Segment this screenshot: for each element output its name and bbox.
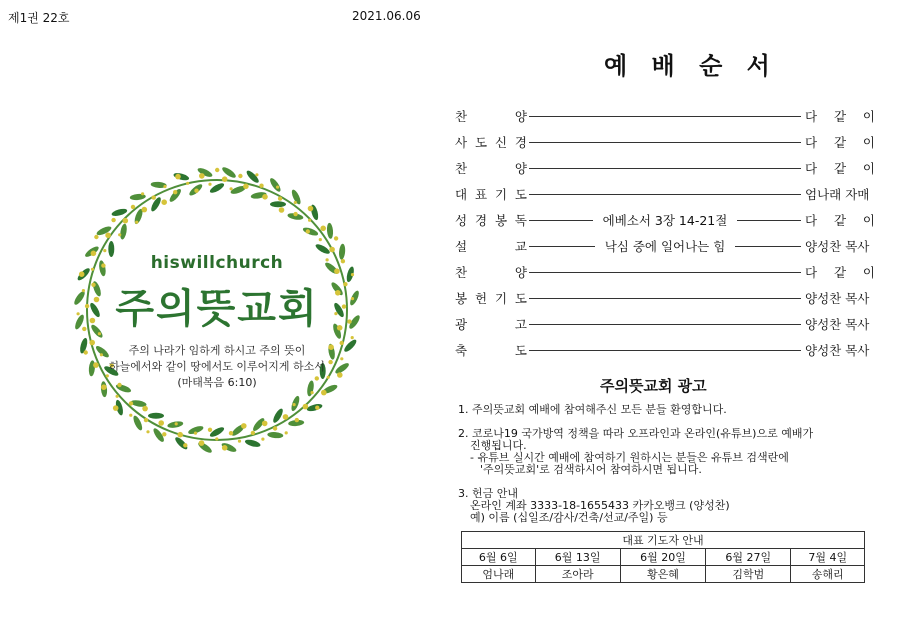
prayer-schedule-table: [461, 531, 865, 583]
wreath-flower: [158, 420, 164, 426]
wreath-leaf: [326, 223, 333, 239]
order-leader-part: 같: [833, 109, 847, 124]
wreath-flower: [241, 423, 247, 429]
order-item-label: [455, 237, 527, 255]
wreath-flower: [183, 443, 187, 447]
wreath-flower: [285, 431, 288, 434]
wreath-flower: [329, 247, 335, 253]
order-item-detail: 에베소서 3장 14-21절: [602, 213, 728, 228]
scripture-verse: [62, 343, 372, 391]
order-item-leader: [803, 315, 875, 333]
order-item: [455, 155, 875, 181]
order-label-char: 독: [514, 213, 527, 228]
wreath-flower: [177, 432, 183, 438]
wreath-flower: [94, 235, 98, 239]
order-item-label: [455, 159, 527, 177]
wreath-flower: [141, 192, 144, 195]
order-item-label: [455, 107, 527, 125]
wreath-flower: [238, 174, 242, 178]
order-label-char: 도: [514, 343, 527, 358]
order-leader-part: 다: [805, 161, 818, 176]
announcement-item: 1. 주의뜻교회 예배에 참여해주신 모든 분들 환영합니다.: [458, 403, 727, 416]
order-label-char: 고: [514, 317, 527, 332]
prayer-name: 조아라: [535, 566, 620, 583]
wreath-flower: [255, 173, 258, 176]
announcement-item: '주의뜻교회'로 검색하시어 참여하시면 됩니다.: [480, 463, 702, 476]
wreath-flower: [111, 218, 115, 222]
leader-line: [529, 194, 801, 195]
leader-line: [529, 142, 801, 143]
order-leader-part: 이: [862, 109, 875, 124]
order-label-char: 경: [474, 213, 488, 228]
wreath-flower: [199, 173, 205, 179]
wreath-flower: [123, 218, 129, 224]
wreath-flower: [320, 226, 326, 232]
wreath-flower: [259, 184, 263, 188]
wreath-flower: [161, 199, 167, 205]
wreath-leaf: [267, 431, 283, 438]
wreath-flower: [173, 190, 177, 194]
order-leader-part: 양성찬 목사: [805, 239, 870, 254]
order-label-char: 찬: [455, 109, 468, 124]
order-label-char: 도: [474, 135, 488, 150]
order-label-char: 광: [455, 317, 468, 332]
order-item: [455, 181, 875, 207]
wreath-leaf: [119, 223, 128, 240]
wreath-flower: [113, 405, 119, 411]
wreath-flower: [175, 174, 181, 180]
wreath-flower: [118, 233, 121, 236]
wreath-flower: [222, 176, 228, 182]
wreath-flower: [103, 249, 106, 252]
order-leader-part: 다: [805, 135, 818, 150]
order-item: [455, 285, 875, 311]
wreath-flower: [146, 430, 149, 433]
wreath-flower: [251, 431, 255, 435]
wreath-flower: [142, 207, 148, 213]
wreath-flower: [142, 406, 148, 412]
order-label-char: 대: [455, 187, 468, 202]
order-label-char: 교: [514, 239, 527, 254]
order-item-label: [455, 315, 527, 333]
wreath-flower: [199, 440, 205, 446]
order-label-char: 사: [455, 135, 468, 150]
order-item-label: [455, 133, 527, 151]
prayer-name: 김학범: [706, 566, 791, 583]
order-title: 예 배 순 서: [604, 52, 778, 80]
order-leader-part: 이: [862, 161, 875, 176]
order-item-label: [455, 185, 527, 203]
announcement-item: 온라인 계좌 3333-18-1655433 카카오뱅크 (양성찬): [470, 499, 730, 512]
prayer-dates-row: [462, 549, 865, 566]
order-item-detail: 낙심 중에 일어나는 힘: [604, 239, 726, 254]
wreath-flower: [311, 391, 314, 394]
order-label-char: 성: [455, 213, 468, 228]
verse-line: 하늘에서와 같이 땅에서도 이루어지게 하소서: [109, 360, 325, 373]
prayer-name: 엄나래: [462, 566, 536, 583]
order-item-leader: [803, 211, 875, 229]
wreath-flower: [144, 418, 148, 422]
order-label-char: 축: [455, 343, 468, 358]
wreath-flower: [293, 403, 296, 406]
wreath-flower: [315, 406, 319, 410]
order-item: [455, 103, 875, 129]
wreath-flower: [243, 184, 249, 190]
cover-wreath-section: [62, 150, 372, 470]
prayer-name: 송해리: [791, 566, 865, 583]
wreath-flower: [229, 431, 233, 435]
wreath-flower: [186, 182, 189, 185]
wreath-flower: [273, 426, 277, 430]
wreath-leaf: [209, 425, 226, 438]
wreath-flower: [279, 207, 285, 213]
wreath-flower: [276, 186, 279, 189]
leader-line: [529, 298, 801, 299]
verse-line: 주의 나라가 임하게 하시고 주의 뜻이: [128, 344, 306, 357]
leader-line: [529, 168, 801, 169]
wreath-flower: [208, 183, 211, 186]
order-item-leader: [803, 263, 875, 281]
order-label-char: 양: [514, 161, 527, 176]
order-item: [455, 129, 875, 155]
wreath-flower: [116, 395, 119, 398]
wreath-flower: [295, 418, 299, 422]
wreath-flower: [230, 187, 233, 190]
order-label-char: 봉: [455, 291, 468, 306]
brand-english: hiswillchurch: [150, 253, 284, 273]
order-leader-part: 같: [833, 161, 847, 176]
order-leader-part: 다: [805, 265, 818, 280]
order-leader-part: 엄나래 자매: [805, 187, 870, 202]
wreath-flower: [194, 189, 198, 193]
wreath-flower: [135, 221, 138, 224]
wreath-flower: [319, 238, 322, 241]
wreath-flower: [129, 414, 132, 417]
wreath-leaf: [244, 438, 261, 448]
order-label-char: 양: [514, 109, 527, 124]
leader-line: [529, 350, 801, 351]
order-label-char: 기: [494, 291, 508, 306]
volume-number: 제1권 22호: [8, 11, 70, 25]
order-item-leader: [803, 107, 875, 125]
order-label-char: 표: [474, 187, 488, 202]
announcement-item: - 유튜브 실시간 예배에 참여하기 원하시는 분들은 유튜브 검색란에: [470, 451, 789, 464]
order-item-leader: [803, 289, 875, 307]
order-leader-part: 양성찬 목사: [805, 317, 870, 332]
brand-korean: 주의뜻교회: [115, 286, 319, 332]
order-item: [455, 311, 875, 337]
wreath-flower: [162, 432, 166, 436]
order-item: [455, 259, 875, 285]
verse-reference: (마태복음 6:10): [177, 376, 257, 389]
wreath-flower: [131, 205, 135, 209]
wreath-flower: [163, 185, 166, 188]
wreath-leaf: [245, 169, 261, 185]
bulletin-date: 2021.06.06: [352, 9, 421, 23]
order-leader-part: 다: [805, 213, 818, 228]
prayer-date: 6월 20일: [620, 549, 705, 566]
order-leader-part: 이: [862, 265, 875, 280]
wreath-flower: [283, 414, 289, 420]
wreath-flower: [308, 206, 314, 212]
order-leader-part: 양성찬 목사: [805, 343, 870, 358]
wreath-flower: [262, 194, 268, 200]
order-label-char: 기: [494, 187, 508, 202]
prayer-date: 6월 6일: [462, 549, 536, 566]
order-item: [455, 233, 875, 259]
wreath-flower: [105, 233, 111, 239]
wreath-leaf: [196, 166, 213, 178]
leader-line: [529, 116, 801, 117]
leader-line: [737, 220, 801, 221]
prayer-date: 7월 4일: [791, 549, 865, 566]
wreath-leaf: [174, 436, 190, 452]
wreath-flower: [334, 236, 338, 240]
wreath-flower: [152, 195, 156, 199]
order-label-char: 도: [514, 187, 527, 202]
announcement-title: 주의뜻교회 광고: [600, 377, 707, 395]
order-item-leader: [803, 237, 875, 255]
order-label-char: 찬: [455, 161, 468, 176]
wreath-flower: [278, 196, 282, 200]
wreath-flower: [303, 404, 309, 410]
wreath-flower: [208, 428, 212, 432]
order-label-char: 신: [494, 135, 508, 150]
order-item: [455, 337, 875, 363]
order-leader-part: 양성찬 목사: [805, 291, 870, 306]
wreath-leaf: [111, 207, 128, 217]
wreath-flower: [215, 168, 219, 172]
wreath-flower: [215, 437, 218, 440]
order-item: [455, 207, 875, 233]
order-leader-part: 같: [833, 213, 847, 228]
leader-line: [529, 272, 801, 273]
wreath-flower: [129, 401, 133, 405]
order-label-char: 찬: [455, 265, 468, 280]
wreath-leaf: [270, 201, 286, 207]
order-item-label: [455, 341, 527, 359]
order-label-char: 경: [514, 135, 527, 150]
wreath-flower: [351, 336, 354, 339]
wreath-flower: [175, 422, 178, 425]
leader-line: [529, 324, 801, 325]
wreath-flower: [194, 432, 197, 435]
wreath-leaf: [306, 403, 323, 413]
prayer-name: 황은혜: [620, 566, 705, 583]
order-item-leader: [803, 133, 875, 151]
order-leader-part: 이: [862, 135, 875, 150]
order-label-char: 설: [455, 239, 468, 254]
prayer-date: 6월 13일: [535, 549, 620, 566]
wreath-leaf: [148, 413, 164, 419]
announcement-list: [458, 404, 878, 524]
order-leader-part: 같: [833, 265, 847, 280]
leader-line: [529, 220, 593, 221]
order-leader-part: 같: [833, 135, 847, 150]
order-item-label: [455, 211, 527, 229]
prayer-date: 6월 27일: [706, 549, 791, 566]
wreath-flower: [293, 212, 297, 216]
order-label-char: 봉: [494, 213, 508, 228]
wreath-flower: [261, 438, 264, 441]
leader-line: [735, 246, 801, 247]
announcement-item: 2. 코로나19 국가방역 정책을 따라 오프라인과 온라인(유튜브)으로 예배가: [458, 427, 814, 440]
order-item-leader: [803, 341, 875, 359]
leader-line: [529, 246, 595, 247]
order-item-leader: [803, 159, 875, 177]
order-list: [455, 103, 875, 363]
order-leader-part: 이: [862, 213, 875, 228]
order-label-char: 헌: [474, 291, 488, 306]
wreath-flower: [308, 219, 311, 222]
announcement-item: 진행됩니다.: [470, 439, 527, 452]
prayer-names-row: [462, 566, 865, 583]
wreath-flower: [306, 229, 310, 233]
order-item-label: [455, 263, 527, 281]
wreath-flower: [262, 421, 268, 427]
wreath-flower: [238, 440, 241, 443]
prayer-table-title: 대표 기도자 안내: [462, 532, 865, 549]
order-item-leader: [803, 185, 875, 203]
order-item-label: [455, 289, 527, 307]
wreath-flower: [351, 273, 354, 276]
wreath-flower: [222, 445, 228, 451]
announcement-item: 예) 이름 (십일조/감사/건축/선교/주일) 등: [470, 511, 668, 524]
order-label-char: 양: [514, 265, 527, 280]
announcement-item: 3. 헌금 안내: [458, 487, 518, 500]
order-label-char: 도: [514, 291, 527, 306]
order-leader-part: 다: [805, 109, 818, 124]
wreath-flower: [294, 201, 297, 204]
